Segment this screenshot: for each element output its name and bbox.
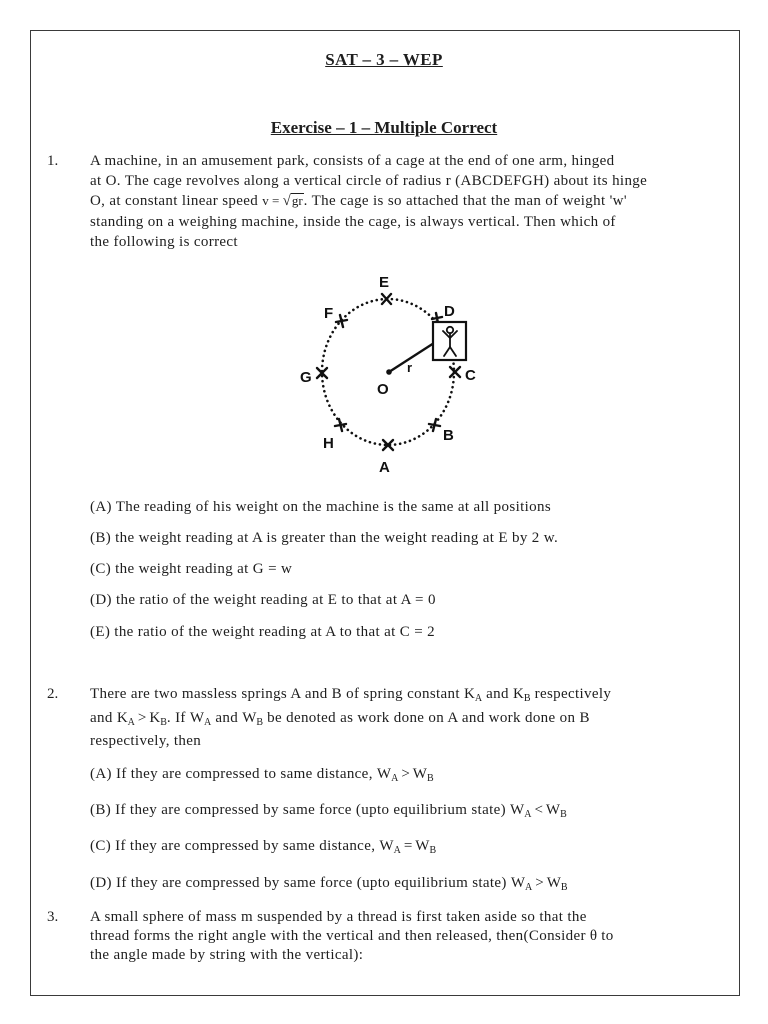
label-d: D (444, 303, 455, 320)
text-segment: O, at constant linear speed (90, 193, 263, 209)
symbol-subscript: B (560, 882, 568, 893)
question-number: 2. (47, 686, 59, 702)
comparison-operator: > (401, 766, 410, 782)
answer-option (90, 873, 568, 893)
comparison-operator: > (535, 875, 544, 891)
work-wa (190, 710, 211, 726)
spring-constant-kb (513, 686, 531, 702)
work-wa (511, 875, 532, 891)
option-text: (B) If they are compressed by same force (upto equilibrium state) (90, 802, 511, 818)
symbol-subscript: A (474, 693, 483, 704)
question-text-line (90, 684, 611, 704)
symbol-base: W (376, 766, 392, 782)
label-b: B (443, 427, 454, 444)
symbol-base: W (545, 802, 561, 818)
sheet-title: SAT – 3 – WEP (325, 50, 443, 69)
symbol-base: K (464, 686, 475, 702)
comparison-operator: = (403, 838, 413, 854)
question-text-line (90, 926, 614, 946)
symbol-base: W (415, 838, 430, 854)
label-f: F (324, 305, 334, 322)
work-wb (415, 838, 436, 854)
symbol-subscript: B (426, 773, 434, 784)
square-root-symbol: √ (282, 193, 291, 209)
label-h: H (323, 435, 334, 452)
symbol-base: W (379, 838, 394, 854)
spring-constant-ka (464, 686, 482, 702)
text-segment: There are two massless springs A and B of spring constant (90, 686, 464, 702)
label-a: A (379, 459, 390, 476)
answer-option (90, 764, 434, 784)
text-segment: respectively (530, 686, 612, 702)
answer-option (90, 800, 567, 820)
option-text: (D) If they are compressed by same force (upto equilibrium state) (90, 875, 511, 891)
label-radius: r (407, 360, 413, 375)
speed-equation (262, 193, 303, 208)
symbol-subscript: A (525, 882, 533, 893)
symbol-base: W (189, 710, 205, 726)
radicand: gr (291, 193, 303, 208)
symbol-subscript: A (524, 809, 532, 820)
question-text-line: standing on a weighing machine, inside the cage, is always vertical. Then which of (90, 214, 616, 230)
cross-mark-h (335, 419, 346, 431)
work-wb (413, 766, 434, 782)
symbol-base: K (116, 710, 128, 726)
question-text-line: respectively, then (90, 733, 202, 749)
label-o: O (377, 381, 389, 398)
text-segment: and (211, 710, 243, 726)
label-g: G (300, 369, 312, 386)
question-text-line: the angle made by string with the vertical): (90, 947, 364, 963)
symbol-base: K (149, 710, 161, 726)
spring-constant-kb (149, 710, 167, 726)
text-segment: thread forms the right angle with the vertical and then released, then(Consider (90, 928, 590, 944)
symbol-base: W (510, 802, 525, 818)
text-segment: and (90, 710, 117, 726)
text-segment: be denoted as work done on A and work done on B (263, 710, 590, 726)
symbol-subscript: A (204, 717, 212, 728)
answer-option: (D) the ratio of the weight reading at E to that at A = 0 (90, 592, 436, 608)
symbol-subscript: B (523, 693, 531, 704)
comparison-operator: < (534, 802, 543, 818)
question-text-line: A machine, in an amusement park, consists of a cage at the end of one arm, hinged (90, 153, 615, 169)
vertical-circle-diagram (290, 265, 490, 480)
answer-option: (C) the weight reading at G = w (90, 561, 293, 577)
symbol-base: W (412, 766, 427, 782)
theta-symbol: θ (589, 928, 598, 944)
work-wb (242, 710, 263, 726)
option-text: (A) If they are compressed to same distance, (90, 766, 377, 782)
question-text-line: the following is correct (90, 234, 238, 250)
symbol-subscript: A (393, 845, 401, 856)
spring-constant-ka (117, 710, 135, 726)
question-text-line (90, 708, 590, 728)
work-wa (379, 838, 400, 854)
option-text: (C) If they are compressed by same distance, (90, 838, 380, 854)
text-segment: . The cage is so attached that the man of weight 'w' (303, 193, 627, 209)
symbol-base: W (546, 875, 561, 891)
equation-lhs: v = (262, 193, 283, 208)
symbol-subscript: B (256, 717, 264, 728)
question-text-line (90, 191, 627, 211)
answer-option: (B) the weight reading at A is greater than the weight reading at E by 2 w. (90, 530, 559, 546)
symbol-base: W (242, 710, 257, 726)
work-wb (547, 875, 568, 891)
comparison-operator: > (137, 710, 147, 726)
answer-option (90, 836, 436, 856)
symbol-base: W (510, 875, 526, 891)
label-e: E (379, 274, 390, 291)
answer-option: (E) the ratio of the weight reading at A to that at C = 2 (90, 624, 435, 640)
text-segment: . If (166, 710, 190, 726)
symbol-base: K (513, 686, 524, 702)
symbol-subscript: B (429, 845, 437, 856)
symbol-subscript: A (127, 717, 135, 728)
symbol-subscript: B (160, 717, 167, 728)
question-number: 3. (47, 909, 59, 925)
hinge-point-o (386, 369, 392, 375)
work-wb (546, 802, 567, 818)
text-segment: to (597, 928, 614, 944)
question-number: 1. (47, 153, 59, 169)
label-c: C (465, 367, 476, 384)
cross-mark-c (450, 367, 460, 377)
question-text-line: A small sphere of mass m suspended by a thread is first taken aside so that the (90, 909, 587, 925)
symbol-subscript: A (391, 773, 399, 784)
text-segment: and (482, 686, 513, 702)
symbol-subscript: B (560, 809, 567, 820)
question-text-line: at O. The cage revolves along a vertical circle of radius r (ABCDEFGH) about its hinge (90, 173, 648, 189)
answer-option: (A) The reading of his weight on the machine is the same at all positions (90, 499, 552, 515)
exercise-heading: Exercise – 1 – Multiple Correct (270, 118, 498, 137)
work-wa (510, 802, 531, 818)
work-wa (377, 766, 398, 782)
